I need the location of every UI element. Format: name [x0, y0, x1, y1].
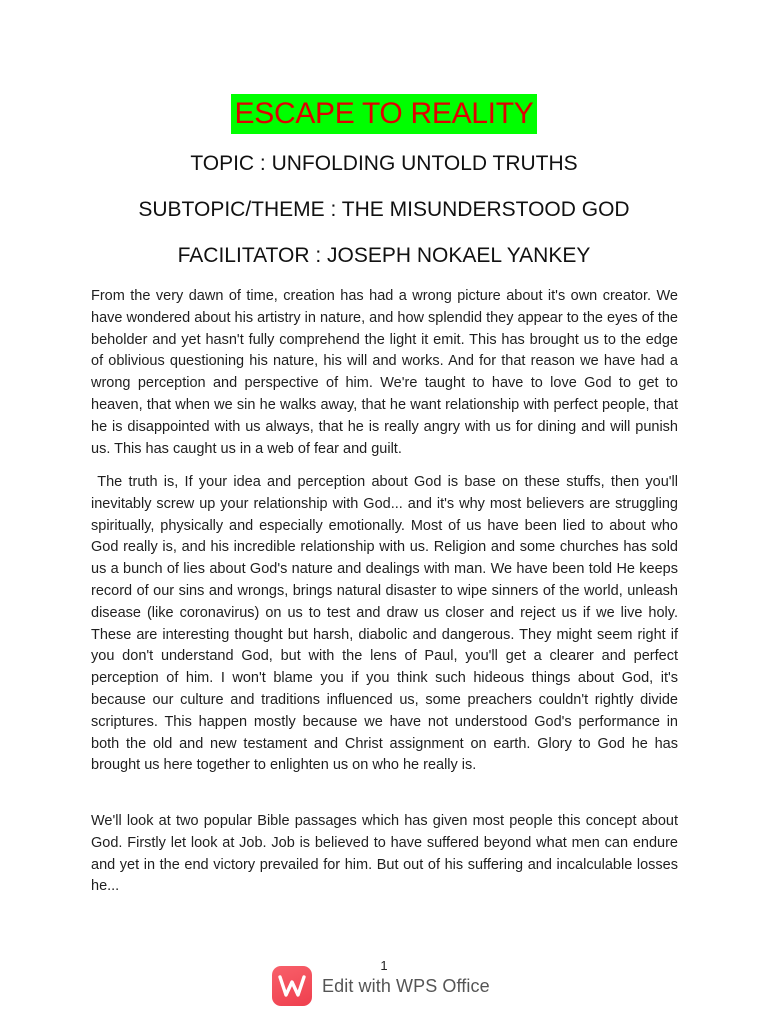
facilitator-heading: FACILITATOR : JOSEPH NOKAEL YANKEY	[177, 244, 591, 267]
title-wrap	[0, 94, 768, 134]
body-paragraph-2: The truth is, If your idea and perception about God is base on these stuffs, then you'll inevitably screw up your relationship with God... and it's why most believers are struggling spiritually, physically and especially emotionally. Most of us have been lied to about who God really is, and his incredible relationship with us. Religion and some churches has sold us a bunch of lies about God's nature and dealings with man. We have been told He keeps record of our sins and wrongs, brings natural disaster to wipe sinners of the world, unleash disease (like coronavirus) on us to test and draw us closer and reject us if we live holy. These are interesting thought but harsh, diabolic and dangerous. They might seem right if you don't understand God, but with the lens of Paul, you'll get a clearer and perfect perception of him. I won't blame you if you think such hideous things about God, it's because our culture and traditions influenced us, some preachers couldn't rightly divide scriptures. This happen mostly because we have not understood God's performance in both the old and new testament and Christ assignment on earth. Glory to God he has brought us here together to enlighten us on who he really is.	[91, 474, 683, 774]
body-paragraph-1: From the very dawn of time, creation has had a wrong picture about it's own creator. We have wondered about his artistry in nature, and how splendid they appear to the eyes of the beholder and yet hasn't fully comprehend the light it emit. This has brought us to the edge of oblivious questioning his nature, his will and works. And for that reason we have had a wrong perception and perspective of him. We're taught to have to love God to get to heaven, that when we sin he walks away, that he want relationship with perfect people, that he is disappointed with us always, that he is really angry with us for dining and will punish us. This has caught us in a web of fear and guilt.	[91, 288, 678, 457]
document-title: ESCAPE TO REALITY	[231, 94, 538, 134]
wps-w-glyph-icon	[278, 974, 306, 998]
topic-heading: TOPIC : UNFOLDING UNTOLD TRUTHS	[190, 152, 578, 175]
wps-office-logo-icon	[272, 966, 312, 1006]
page-number: 1	[380, 958, 388, 973]
subtopic-heading: SUBTOPIC/THEME : THE MISUNDERSTOOD GOD	[138, 198, 630, 221]
wps-edit-label[interactable]: Edit with WPS Office	[322, 975, 490, 996]
body-paragraph-3: We'll look at two popular Bible passages which has given most people this concept about God. Firstly let look at Job. Job is believed to have suffered beyond what men can endure and yet in the end victory prevailed for him. But out of his suffering and incalculable losses he...	[91, 813, 678, 895]
wps-office-edit-badge[interactable]	[272, 966, 490, 1006]
